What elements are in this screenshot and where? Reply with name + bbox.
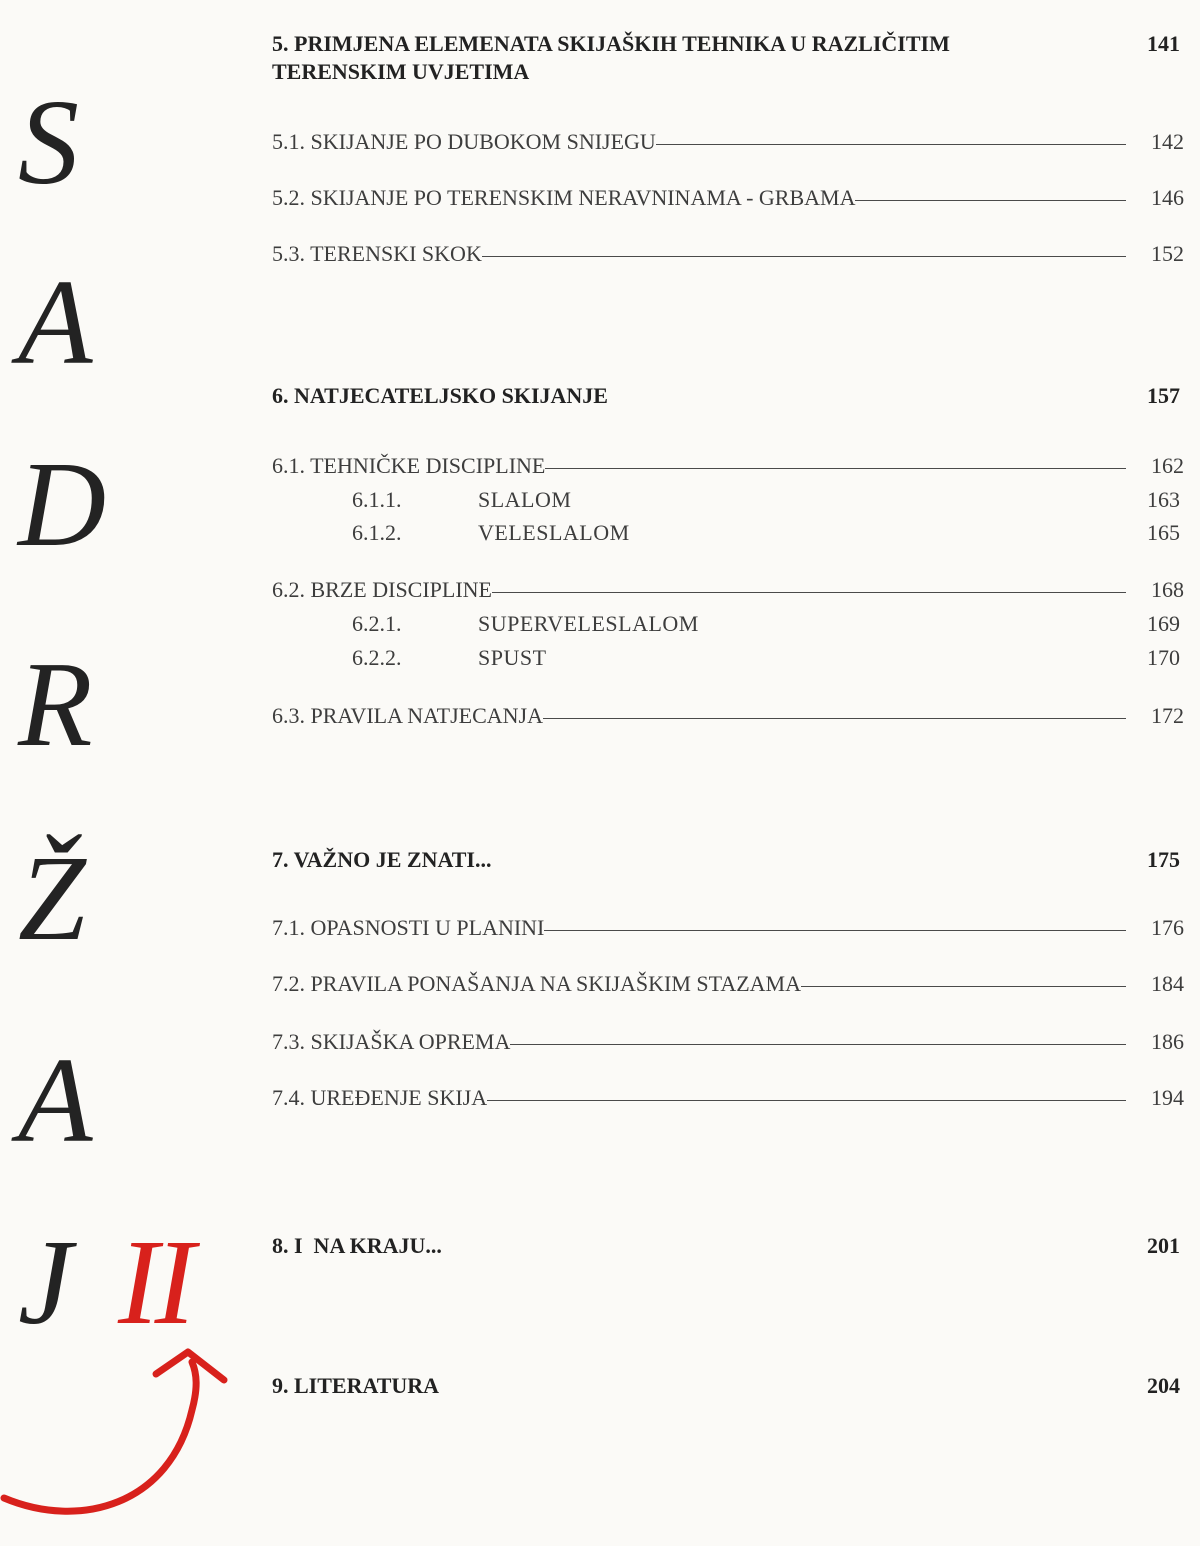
section-page: 186 [1151,1029,1184,1054]
side-title [0,0,260,1546]
toc-section[interactable] [272,970,1184,998]
volume-number: II [118,1215,192,1350]
side-letter: S [18,75,79,210]
subsection-page: 169 [1147,611,1180,636]
toc-section[interactable] [272,1084,1184,1112]
dot-leader [801,986,1126,987]
toc-section[interactable] [272,240,1184,268]
side-letter: A [18,1033,93,1168]
toc-subsection[interactable] [272,610,1184,638]
section-label: 5.2. SKIJANJE PO TERENSKIM NERAVNINAMA - GRBAMA [272,185,856,210]
toc-subsection[interactable] [272,644,1184,672]
section-label: 6.2. BRZE DISCIPLINE [272,577,492,602]
section-label: 5.1. SKIJANJE PO DUBOKOM SNIJEGU [272,129,656,154]
toc-subsection[interactable] [272,519,1184,547]
chapter-title: 8. I NA KRAJU... [272,1233,442,1258]
section-label: 7.2. PRAVILA PONAŠANJA NA SKIJAŠKIM STAZAMA [272,971,801,996]
subsection-page: 170 [1147,645,1180,670]
subsection-label: VELESLALOM [478,520,630,545]
section-page: 142 [1151,129,1184,154]
dot-leader [492,592,1126,593]
dot-leader [855,200,1126,201]
section-label: 5.3. TERENSKI SKOK [272,241,482,266]
section-page: 152 [1151,241,1184,266]
toc-chapter[interactable] [272,1372,1184,1402]
curved-arrow-icon [0,1340,260,1546]
subsection-number: 6.1.2. [352,520,402,545]
toc-section[interactable] [272,576,1184,604]
toc-section[interactable] [272,184,1184,212]
section-page: 176 [1151,915,1184,940]
side-letter: A [18,255,93,390]
toc-subsection[interactable] [272,486,1184,514]
side-letter: Ž [18,831,86,966]
section-label: 7.3. SKIJAŠKA OPREMA [272,1029,511,1054]
chapter-page: 157 [1147,383,1180,408]
section-page: 184 [1151,971,1184,996]
table-of-contents [272,0,1184,1546]
section-page: 172 [1151,703,1184,728]
subsection-page: 165 [1147,520,1180,545]
chapter-page: 201 [1147,1233,1180,1258]
toc-section[interactable] [272,702,1184,730]
dot-leader [543,718,1126,719]
toc-chapter[interactable] [272,846,1184,876]
side-letter: R [18,637,93,772]
subsection-number: 6.1.1. [352,487,402,512]
section-page: 146 [1151,185,1184,210]
dot-leader [656,144,1126,145]
toc-chapter[interactable] [272,382,1184,412]
toc-section[interactable] [272,452,1184,480]
subsection-page: 163 [1147,487,1180,512]
section-label: 7.4. UREĐENJE SKIJA [272,1085,488,1110]
chapter-title: 9. LITERATURA [272,1373,440,1398]
dot-leader [510,1044,1126,1045]
toc-chapter[interactable] [272,30,1184,90]
toc-chapter[interactable] [272,1232,1184,1262]
section-label: 7.1. OPASNOSTI U PLANINI [272,915,545,940]
toc-section[interactable] [272,1028,1184,1056]
subsection-label: SPUST [478,645,547,670]
dot-leader [545,468,1126,469]
side-letter: J [18,1215,73,1350]
dot-leader [487,1100,1126,1101]
section-page: 168 [1151,577,1184,602]
section-page: 162 [1151,453,1184,478]
subsection-label: SLALOM [478,487,572,512]
chapter-title: 5. PRIMJENA ELEMENATA SKIJAŠKIH TEHNIKA U RAZLIČITIM TERENSKIM UVJETIMA [272,31,950,84]
subsection-number: 6.2.2. [352,645,402,670]
dot-leader [544,930,1126,931]
chapter-title: 7. VAŽNO JE ZNATI... [272,847,492,872]
section-page: 194 [1151,1085,1184,1110]
dot-leader [482,256,1126,257]
side-letter: D [18,437,107,572]
subsection-number: 6.2.1. [352,611,402,636]
chapter-page: 141 [1147,31,1180,56]
toc-section[interactable] [272,128,1184,156]
section-label: 6.1. TEHNIČKE DISCIPLINE [272,453,546,478]
chapter-title: 6. NATJECATELJSKO SKIJANJE [272,383,608,408]
chapter-page: 175 [1147,847,1180,872]
chapter-page: 204 [1147,1373,1180,1398]
subsection-label: SUPERVELESLALOM [478,611,699,636]
toc-section[interactable] [272,914,1184,942]
section-label: 6.3. PRAVILA NATJECANJA [272,703,543,728]
